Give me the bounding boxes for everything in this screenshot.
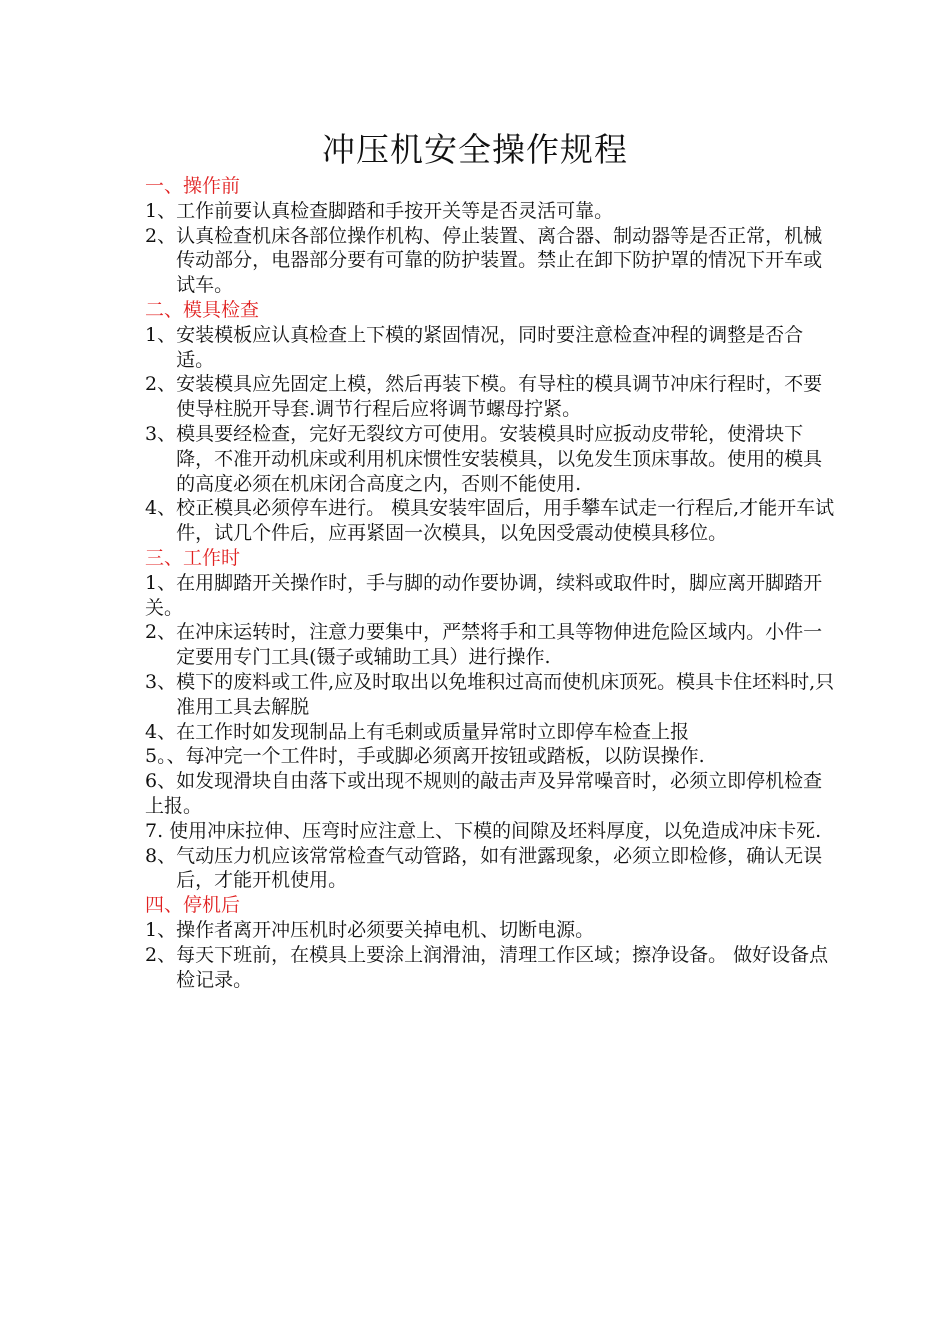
item-number: 7. — [145, 819, 170, 842]
item-number: 4、 — [145, 497, 177, 520]
item-text: 模下的废料或工件,应及时取出以免堆积过高而使机床顶死。模具卡住坯料时,只准用工具去解脱 — [176, 670, 835, 718]
list-item — [145, 224, 835, 298]
item-text: 工作前要认真检查脚踏和手按开关等是否灵活可靠。 — [176, 199, 614, 222]
item-number: 1、 — [145, 918, 177, 941]
section-heading: 二、模具检查 — [145, 298, 260, 321]
list-item — [145, 571, 835, 621]
list-item — [145, 769, 835, 819]
list-item — [145, 323, 835, 373]
document-body — [145, 174, 835, 992]
item-text: 安装模板应认真检查上下模的紧固情况，同时要注意检查冲程的调整是否合适。 — [176, 323, 804, 371]
list-item — [145, 372, 835, 422]
item-text: 如发现滑块自由落下或出现不规则的敲击声及异常噪音时，必须立即停机检查上报。 — [145, 770, 823, 817]
item-text: 模具要经检查，完好无裂纹方可使用。安装模具时应扳动皮带轮，使滑块下降，不准开动机床或利用机床惯性安装模具，以免发生顶床事故。使用的模具的高度必须在机床闭合高度之内，否则不能使用. — [176, 422, 823, 495]
item-text: 校正模具必须停车进行。 模具安装牢固后，用手攀车试走一行程后,才能开车试件，试几个件后，应再紧固一次模具，以免因受震动使模具移位。 — [176, 497, 835, 545]
item-number: 1、 — [145, 571, 177, 594]
item-number: 5。、 — [145, 745, 186, 768]
item-number: 1、 — [145, 199, 177, 222]
item-number: 8、 — [145, 844, 177, 867]
item-number: 2、 — [145, 943, 177, 966]
item-text: 在用脚踏开关操作时，手与脚的动作要协调，续料或取件时，脚应离开脚踏开关。 — [145, 571, 823, 619]
list-item — [145, 670, 835, 720]
list-item — [145, 819, 835, 844]
item-number: 1、 — [145, 323, 177, 346]
list-item — [145, 199, 835, 224]
item-number: 3、 — [145, 422, 177, 445]
item-text: 在工作时如发现制品上有毛刺或质量异常时立即停车检查上报 — [176, 720, 690, 743]
item-number: 4、 — [145, 720, 177, 743]
list-item — [145, 943, 835, 993]
list-item — [145, 422, 835, 496]
item-number: 2、 — [145, 621, 177, 644]
section-heading: 四、停机后 — [145, 894, 241, 917]
item-text: 在冲床运转时，注意力要集中，严禁将手和工具等物伸进危险区域内。小件一定要用专门工具(镊子或辅助工具）进行操作. — [176, 621, 823, 669]
item-text: 认真检查机床各部位操作机构、停止装置、离合器、制动器等是否正常，机械传动部分，电器部分要有可靠的防护装置。禁止在卸下防护罩的情况下开车或试车。 — [176, 224, 823, 297]
list-item — [145, 744, 835, 769]
list-item — [145, 720, 835, 745]
section-heading: 三、工作时 — [145, 546, 241, 569]
item-text: 使用冲床拉伸、压弯时应注意上、下模的间隙及坯料厚度，以免造成冲床卡死. — [169, 819, 822, 842]
section-heading: 一、操作前 — [145, 175, 241, 197]
list-item — [145, 844, 835, 894]
list-item — [145, 620, 835, 670]
document-title: 冲压机安全操作规程 — [322, 130, 628, 169]
item-number: 2、 — [145, 224, 177, 247]
item-number: 6、 — [145, 770, 177, 793]
item-number: 3、 — [145, 670, 177, 693]
list-item — [145, 918, 835, 943]
item-text: 气动压力机应该常常检查气动管路，如有泄露现象，必须立即检修，确认无误后，才能开机使用。 — [176, 844, 823, 892]
list-item — [145, 496, 835, 546]
item-text: 每天下班前，在模具上要涂上润滑油，清理工作区域；擦净设备。 做好设备点检记录。 — [176, 943, 829, 991]
item-text: 操作者离开冲压机时必须要关掉电机、切断电源。 — [176, 918, 595, 941]
item-text: 每冲完一个工件时，手或脚必须离开按钮或踏板，以防误操作. — [185, 745, 705, 768]
item-number: 2、 — [145, 373, 177, 396]
item-text: 安装模具应先固定上模，然后再装下模。有导柱的模具调节冲床行程时，不要使导柱脱开导套.调节行程后应将调节螺母拧紧。 — [176, 373, 823, 421]
